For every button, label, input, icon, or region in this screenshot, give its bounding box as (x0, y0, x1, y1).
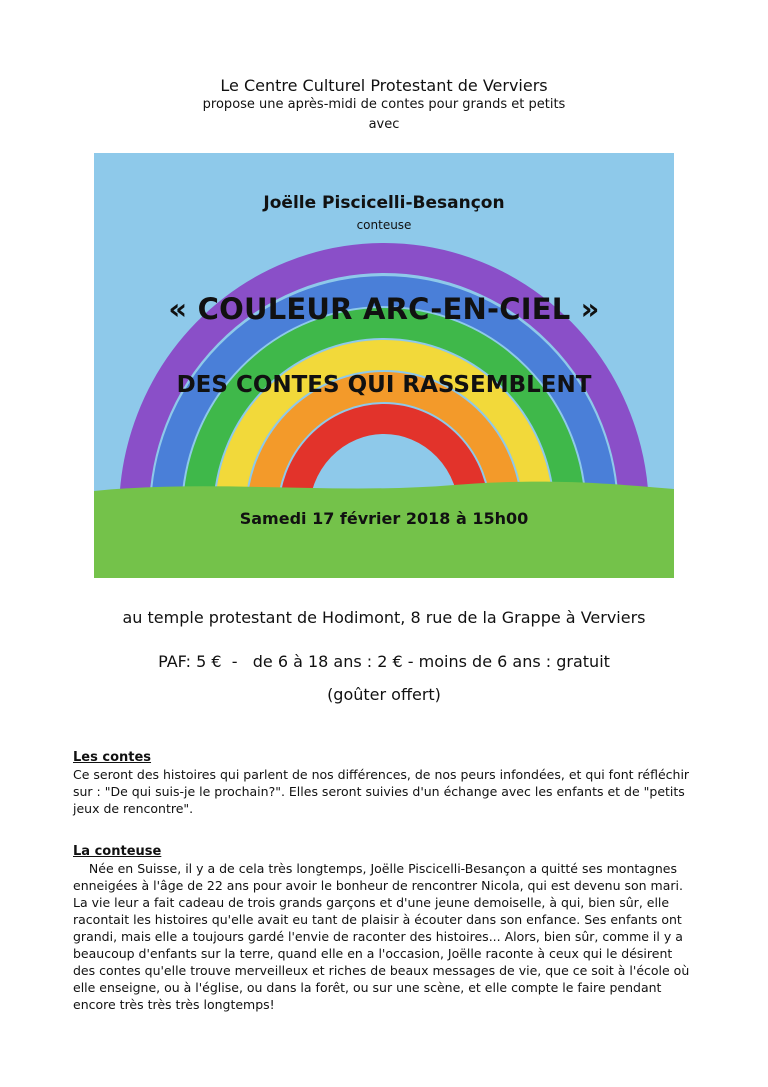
organizer-line: Le Centre Culturel Protestant de Verviers (220, 76, 548, 95)
grass (94, 482, 674, 578)
storyteller-name: Joëlle Piscicelli-Besançon (263, 193, 505, 213)
section-storyteller (73, 843, 697, 1013)
proposal-line: propose une après-midi de contes pour grands et petits (202, 97, 566, 112)
snack-line: (goûter offert) (327, 685, 441, 704)
section-heading: Les contes (73, 750, 152, 765)
venue-line: au temple protestant de Hodimont, 8 rue de la Grappe à Verviers (122, 608, 646, 627)
section-body: Ce seront des histoires qui parlent de nos différences, de nos peurs infondées, et qui font réfléchir sur : "De qui suis-je le prochain?". Elles seront suivies d'un échange avec les enfants et de "petits jeux de rencontre". (73, 767, 690, 816)
storyteller-role: conteuse (356, 218, 412, 232)
event-title: « COULEUR ARC-EN-CIEL » (168, 292, 600, 326)
event-subtitle: DES CONTES QUI RASSEMBLENT (176, 372, 592, 398)
with-line: avec (368, 117, 400, 132)
section-stories (73, 749, 697, 817)
event-date: Samedi 17 février 2018 à 15h00 (239, 509, 529, 528)
rainbow-poster (94, 153, 674, 578)
section-heading: La conteuse (73, 844, 162, 859)
section-body: Née en Suisse, il y a de cela très longtemps, Joëlle Piscicelli-Besançon a quitté ses montagnes enneigées à l'âge de 22 ans pour avoir le bonheur de rencontrer Nicola, qui est devenu son mari. La vie leur a fait cadeau de trois grands garçons et d'une jeune demoiselle, à qui, bien sûr, elle racontait les histoires qu'elle avait eu tant de plaisir à écouter dans son enfance. Ses enfants ont grandi, mais elle a toujours gardé l'envie de raconter des histoires... Alors, bien sûr, comme il y a beaucoup d'enfants sur la terre, quand elle en a l'occasion, Joëlle raconte à ceux qui le désirent des contes qu'elle trouve merveilleux et riches de beaux messages de vie, que ce soit à l'école où elle enseigne, ou à l'église, ou dans la forêt, ou sur une scène, et elle compte le faire pendant encore très très très longtemps! (73, 861, 694, 1012)
price-line: PAF: 5 € - de 6 à 18 ans : 2 € - moins de 6 ans : gratuit (158, 652, 610, 671)
